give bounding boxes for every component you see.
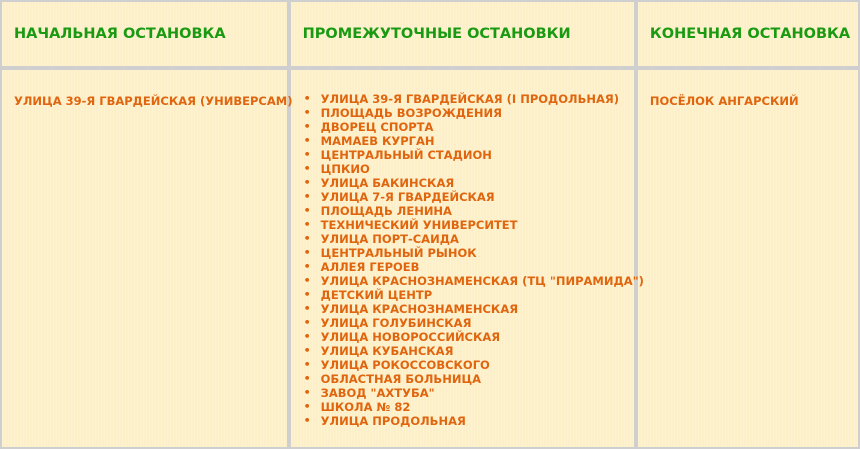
stop-list-item xyxy=(303,330,634,344)
stop-list-item xyxy=(303,344,634,358)
stop-name: ПЛОЩАДЬ ВОЗРОЖДЕНИЯ xyxy=(320,106,502,120)
stop-name: УЛИЦА 7-Я ГВАРДЕЙСКАЯ xyxy=(320,190,495,204)
stop-list-item xyxy=(303,190,634,204)
bullet-icon: • xyxy=(303,316,311,329)
header-intermediate-stops: ПРОМЕЖУТОЧНЫЕ ОСТАНОВКИ xyxy=(289,0,636,68)
header-row xyxy=(0,0,860,68)
stop-list-item xyxy=(303,246,634,260)
stop-name: ДВОРЕЦ СПОРТА xyxy=(320,120,434,134)
stop-name: ПЛОЩАДЬ ЛЕНИНА xyxy=(320,204,452,218)
stop-name: ОБЛАСТНАЯ БОЛЬНИЦА xyxy=(320,372,482,386)
intermediate-stops-list xyxy=(291,70,644,428)
stop-name: АЛЛЕЯ ГЕРОЕВ xyxy=(320,260,420,274)
bullet-icon: • xyxy=(303,386,311,399)
bullet-icon: • xyxy=(303,274,311,287)
bullet-icon: • xyxy=(303,218,311,231)
stop-list-item xyxy=(303,316,634,330)
bullet-icon: • xyxy=(303,148,311,161)
stop-name: УЛИЦА КУБАНСКАЯ xyxy=(320,344,454,358)
stop-name: УЛИЦА БАКИНСКАЯ xyxy=(320,176,455,190)
bullet-icon: • xyxy=(303,344,311,357)
bullet-icon: • xyxy=(303,106,311,119)
stop-list-item xyxy=(303,148,634,162)
bullet-icon: • xyxy=(303,204,311,217)
bullet-icon: • xyxy=(303,288,311,301)
stop-list-item xyxy=(303,386,634,400)
stop-list-item xyxy=(303,120,634,134)
stop-name: ДЕТСКИЙ ЦЕНТР xyxy=(320,288,433,302)
stop-name: УЛИЦА ПРОДОЛЬНАЯ xyxy=(320,414,466,428)
start-stop-cell xyxy=(0,68,293,449)
start-stop-name: УЛИЦА 39-Я ГВАРДЕЙСКАЯ (УНИВЕРСАМ) xyxy=(14,94,293,108)
bullet-icon: • xyxy=(303,246,311,259)
stop-list-item xyxy=(303,176,634,190)
bullet-icon: • xyxy=(303,302,311,315)
stop-name: УЛИЦА НОВОРОССИЙСКАЯ xyxy=(320,330,501,344)
stop-name: УЛИЦА КРАСНОЗНАМЕНСКАЯ xyxy=(320,302,519,316)
bullet-icon: • xyxy=(303,372,311,385)
stop-list-item xyxy=(303,414,634,428)
end-stop-cell xyxy=(636,68,860,449)
stop-name: УЛИЦА ПОРТ-САИДА xyxy=(320,232,459,246)
stop-name: УЛИЦА РОКОССОВСКОГО xyxy=(320,358,490,372)
stop-list-item xyxy=(303,358,634,372)
stop-list-item xyxy=(303,400,634,414)
bullet-icon: • xyxy=(303,232,311,245)
bullet-icon: • xyxy=(303,260,311,273)
bullet-icon: • xyxy=(303,120,311,133)
stop-list-item xyxy=(303,274,644,288)
bullet-icon: • xyxy=(303,92,311,105)
stop-name: ТЕХНИЧЕСКИЙ УНИВЕРСИТЕТ xyxy=(320,218,518,232)
stop-name: ШКОЛА № 82 xyxy=(320,400,411,414)
stop-list-item xyxy=(303,134,634,148)
intermediate-stops-cell xyxy=(289,68,644,449)
stop-list-item xyxy=(303,204,634,218)
stop-list-item xyxy=(303,302,634,316)
bullet-icon: • xyxy=(303,176,311,189)
header-start-stop: НАЧАЛЬНАЯ ОСТАНОВКА xyxy=(0,0,289,68)
stop-name: ЗАВОД "АХТУБА" xyxy=(320,386,435,400)
stop-name: УЛИЦА КРАСНОЗНАМЕНСКАЯ (ТЦ "ПИРАМИДА") xyxy=(320,274,644,288)
header-end-stop: КОНЕЧНАЯ ОСТАНОВКА xyxy=(636,0,860,68)
bullet-icon: • xyxy=(303,330,311,343)
route-row xyxy=(0,68,860,449)
stop-name: УЛИЦА ГОЛУБИНСКАЯ xyxy=(320,316,472,330)
stop-list-item xyxy=(303,218,634,232)
stop-list-item xyxy=(303,372,634,386)
stop-list-item xyxy=(303,232,634,246)
stop-name: МАМАЕВ КУРГАН xyxy=(320,134,435,148)
bullet-icon: • xyxy=(303,162,311,175)
bullet-icon: • xyxy=(303,134,311,147)
stop-list-item xyxy=(303,92,634,106)
stop-list-item xyxy=(303,260,634,274)
bullet-icon: • xyxy=(303,414,311,427)
end-stop-name: ПОСЁЛОК АНГАРСКИЙ xyxy=(649,94,799,108)
stop-list-item xyxy=(303,288,634,302)
stop-name: УЛИЦА 39-Я ГВАРДЕЙСКАЯ (І ПРОДОЛЬНАЯ) xyxy=(320,92,620,106)
stop-name: ЦЕНТРАЛЬНЫЙ РЫНОК xyxy=(320,246,477,260)
stop-name: ЦЕНТРАЛЬНЫЙ СТАДИОН xyxy=(320,148,492,162)
stop-name: ЦПКИО xyxy=(320,162,370,176)
bullet-icon: • xyxy=(303,190,311,203)
bullet-icon: • xyxy=(303,358,311,371)
stop-list-item xyxy=(303,162,634,176)
stop-list-item xyxy=(303,106,634,120)
bullet-icon: • xyxy=(303,400,311,413)
